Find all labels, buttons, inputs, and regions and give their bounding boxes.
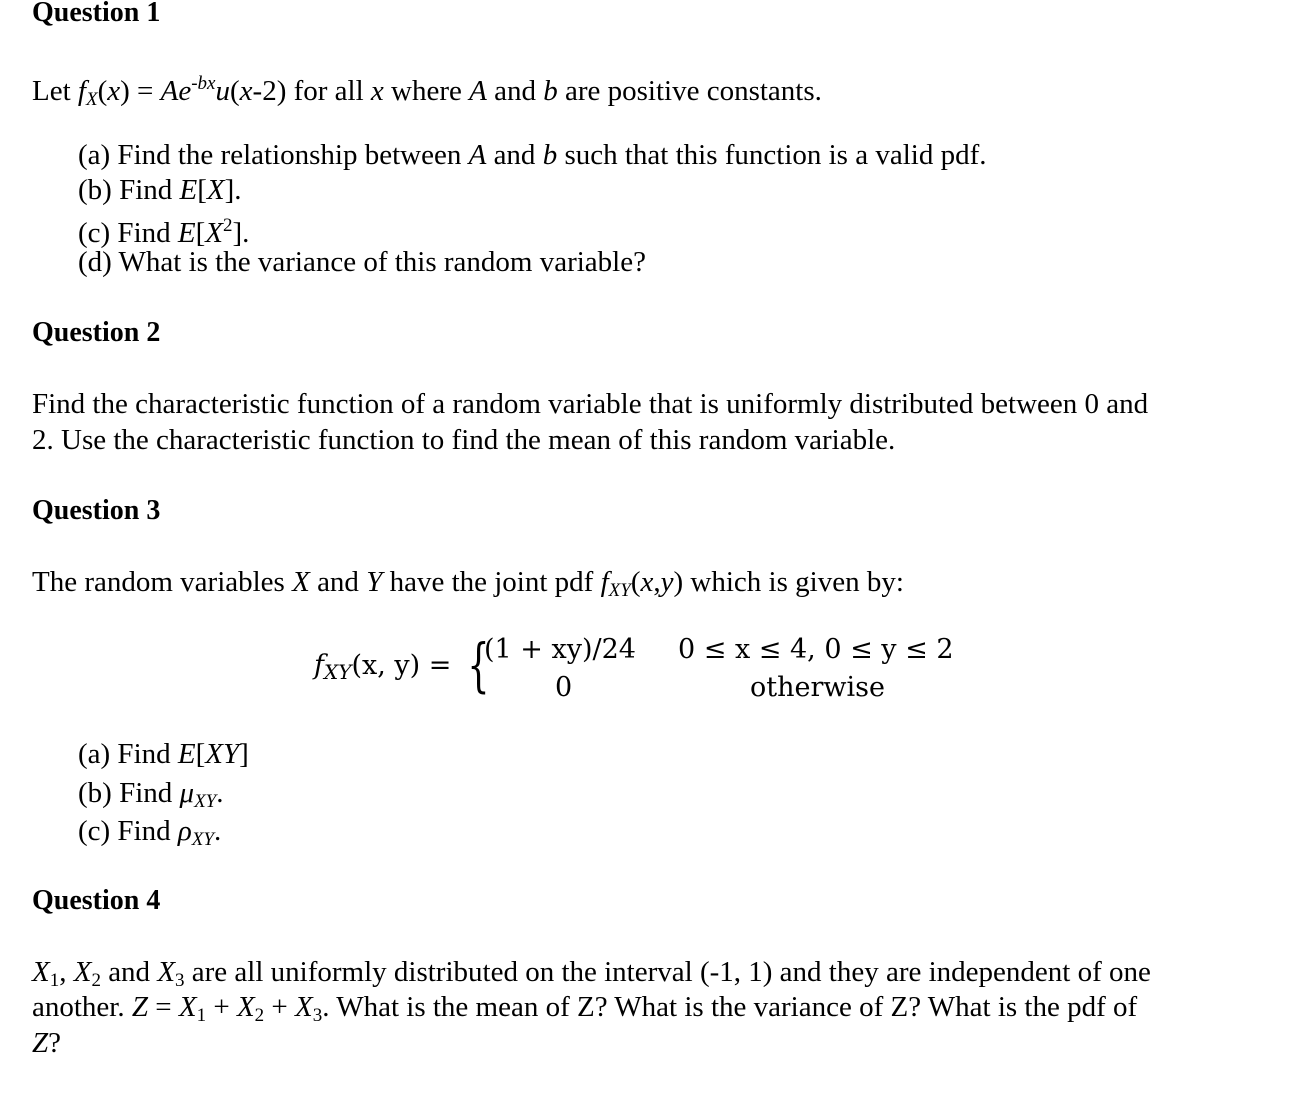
text-segment: ( <box>630 566 641 598</box>
text-segment: (d) What is the variance of this random variable? <box>78 246 646 278</box>
text-segment: XY <box>194 791 217 812</box>
text-segment: -2) for all <box>252 75 371 107</box>
text-segment: another. <box>32 991 132 1023</box>
q3-c <box>78 814 221 857</box>
text-segment: XY <box>608 580 631 601</box>
text-segment: y <box>660 566 674 598</box>
text-segment: Question 3 <box>32 495 161 526</box>
text-segment: [ <box>195 738 206 770</box>
text-segment: such that this function is a valid pdf. <box>557 139 987 171</box>
text-segment: and <box>309 566 367 598</box>
text-segment: x <box>640 566 654 598</box>
text-segment: A <box>468 139 487 171</box>
text-segment: X <box>205 217 223 249</box>
eq-args: (x, y) = <box>351 650 452 681</box>
text-segment: x <box>107 75 121 107</box>
text-segment: x <box>370 75 384 107</box>
q1-c <box>78 209 249 250</box>
eq-brace: { <box>467 631 490 699</box>
text-segment: + <box>264 991 296 1023</box>
text-segment: ( <box>97 75 108 107</box>
text-segment: (c) Find <box>78 815 178 847</box>
text-segment: b <box>543 75 558 107</box>
q4-title <box>32 884 160 918</box>
text-segment: ]. <box>224 174 242 206</box>
text-segment: and <box>100 956 158 988</box>
text-segment: u <box>215 75 230 107</box>
text-segment: Question 2 <box>32 317 161 348</box>
text-segment: Z <box>32 1027 49 1059</box>
text-segment: , <box>59 956 74 988</box>
text-segment: X <box>206 174 225 206</box>
q3-text <box>32 565 904 608</box>
text-segment: (a) Find <box>78 738 178 770</box>
text-segment: E <box>179 174 198 206</box>
text-segment: E <box>177 217 196 249</box>
q2-text-2 <box>32 423 895 457</box>
text-segment: -bx <box>191 73 216 94</box>
q4-text-3 <box>32 1026 61 1060</box>
q1-d <box>78 245 646 279</box>
text-segment: X <box>236 991 255 1023</box>
text-segment: E <box>177 738 196 770</box>
eq-sub: XY <box>324 660 352 684</box>
text-segment: f <box>600 566 609 598</box>
text-segment: have the joint pdf <box>382 566 601 598</box>
text-segment: and <box>486 139 543 171</box>
equation-lhs <box>314 650 451 684</box>
q3-a <box>78 737 249 771</box>
eq-case1-expr: (1 + xy)/24 <box>484 634 636 665</box>
text-segment: and <box>486 75 544 107</box>
q3-title <box>32 494 160 528</box>
text-segment: . <box>213 815 222 847</box>
q1-a <box>78 138 986 172</box>
text-segment: 2 <box>222 215 233 236</box>
text-segment: = <box>148 991 179 1023</box>
text-segment: ]. <box>232 217 250 249</box>
text-segment: The random variables <box>32 566 293 598</box>
text-segment: Y <box>366 566 383 598</box>
text-segment: are positive constants. <box>557 75 822 107</box>
text-segment: X <box>73 956 92 988</box>
text-segment: ] <box>239 738 249 770</box>
text-segment: are all uniformly distributed on the interval (-1, 1) and they are independent of one <box>184 956 1151 988</box>
text-segment: μ <box>179 777 195 809</box>
text-segment: , <box>653 566 661 598</box>
text-segment: [ <box>195 217 206 249</box>
text-segment: 3 <box>312 1005 323 1026</box>
text-segment: Find the characteristic function of a random variable that is uniformly distributed between 0 and <box>32 388 1149 420</box>
text-segment: 2 <box>254 1005 265 1026</box>
text-segment: A <box>469 75 487 107</box>
text-segment: X <box>295 991 313 1023</box>
text-segment: 1 <box>196 1005 207 1026</box>
text-segment: (b) Find <box>78 174 180 206</box>
q2-text-1 <box>32 387 1148 421</box>
text-segment: f <box>77 75 86 107</box>
text-segment: where <box>383 75 470 107</box>
text-segment: Z <box>131 991 148 1023</box>
text-segment: (b) Find <box>78 777 180 809</box>
eq-case2-expr: 0 <box>555 672 573 703</box>
q1-b <box>78 173 242 207</box>
text-segment: X <box>292 566 310 598</box>
text-segment: ) = <box>120 75 161 107</box>
q4-text-2 <box>32 990 1137 1033</box>
text-segment: XY <box>205 738 240 770</box>
text-segment: X <box>178 991 197 1023</box>
text-segment: (a) Find the relationship between <box>78 139 469 171</box>
text-segment: + <box>206 991 237 1023</box>
text-segment: ( <box>230 75 240 107</box>
eq-case2-cond: otherwise <box>750 672 885 703</box>
text-segment: . What is the mean of Z? What is the variance of Z? What is the pdf of <box>322 991 1138 1023</box>
text-segment: X <box>32 956 50 988</box>
text-segment: X <box>157 956 176 988</box>
q2-title <box>32 316 160 350</box>
q1-text <box>32 67 822 117</box>
text-segment: [ <box>197 174 207 206</box>
text-segment: . <box>216 777 224 809</box>
text-segment: 2 <box>91 970 101 991</box>
text-segment: X <box>85 89 98 110</box>
text-segment: b <box>542 139 558 171</box>
q3-b <box>78 776 224 819</box>
text-segment: 1 <box>49 970 60 991</box>
eq-case1-cond: 0 ≤ x ≤ 4, 0 ≤ y ≤ 2 <box>678 634 954 665</box>
text-segment: Question 1 <box>32 0 161 28</box>
text-segment: x <box>239 75 253 107</box>
text-segment: 2. Use the characteristic function to find the mean of this random variable. <box>32 424 896 456</box>
eq-f: f <box>314 650 324 681</box>
text-segment: 3 <box>175 970 185 991</box>
q1-title <box>32 0 160 30</box>
text-segment: Question 4 <box>32 885 161 916</box>
text-segment: ) which is given by: <box>673 566 904 598</box>
text-segment: XY <box>191 829 214 850</box>
text-segment: Ae <box>160 75 192 107</box>
text-segment: (c) Find <box>78 217 178 249</box>
text-segment: Let <box>32 75 78 107</box>
text-segment: ? <box>48 1027 62 1059</box>
text-segment: ρ <box>177 815 192 847</box>
